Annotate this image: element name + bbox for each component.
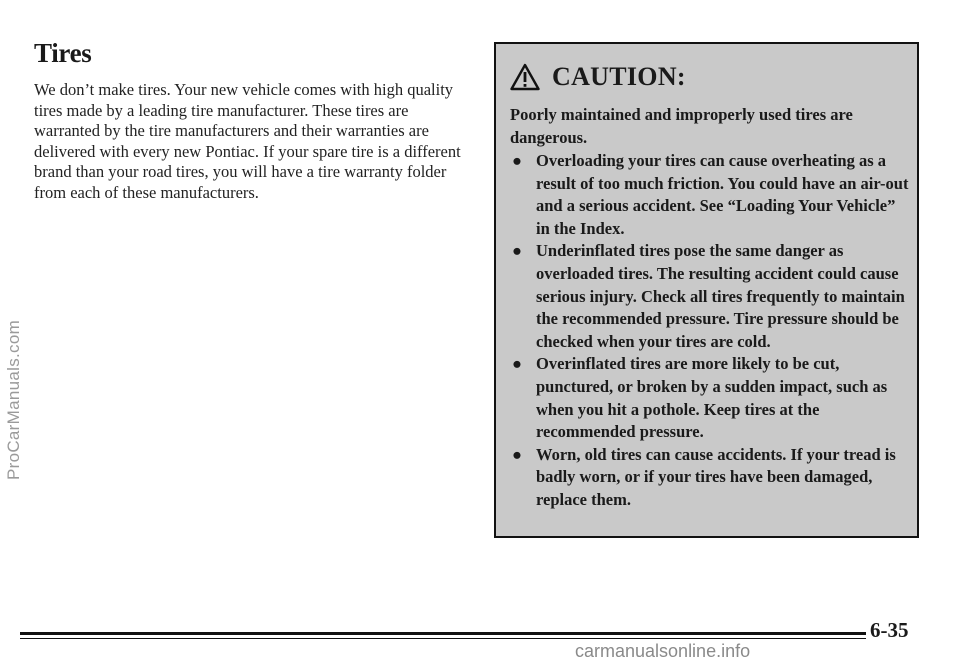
bullet-icon: ●: [512, 151, 522, 170]
caution-box: [494, 42, 919, 538]
list-item: [510, 240, 910, 353]
intro-paragraph: We don’t make tires. Your new vehicle comes with high quality tires made by a leading tire manufacturer. These tires are warranted by the tire manufacturers and their warranties are delivered with every new Pontiac. If your spare tire is a different brand than your road tires, you will have a tire warranty folder from each of these manufacturers.: [34, 80, 461, 202]
caution-item-text: Worn, old tires can cause accidents. If your tread is badly worn, or if your tires have been damaged, replace them.: [536, 444, 896, 509]
footer-rule: [20, 632, 866, 635]
list-item: [510, 353, 910, 443]
caution-lead: Poorly maintained and improperly used tires are dangerous.: [510, 105, 853, 147]
bullet-icon: ●: [512, 241, 522, 261]
caution-item-text: Overloading your tires can cause overheating as a result of too much friction. You could have an air-out and a serious accident. See “Loading Your Vehicle” in the Index.: [536, 151, 909, 238]
section-title: Tires: [34, 38, 92, 68]
caution-title: CAUTION:: [552, 62, 686, 91]
footer-watermark: carmanualsonline.info: [575, 641, 751, 661]
caution-item-text: Overinflated tires are more likely to be cut, punctured, or broken by a sudden impact, such as when you hit a pothole. Keep tires at the recommended pressure.: [536, 354, 888, 442]
footer-rule-thin: [20, 638, 866, 639]
caution-list: [510, 150, 910, 512]
caution-header: [510, 62, 686, 92]
warning-triangle-icon: [510, 63, 540, 91]
bullet-icon: ●: [512, 354, 522, 374]
bullet-icon: ●: [512, 444, 522, 464]
list-item: [510, 444, 910, 512]
side-watermark: ProCarManuals.com: [4, 319, 23, 480]
list-item: [510, 150, 910, 240]
page-number: 6-35: [870, 618, 909, 642]
caution-item-text: Underinflated tires pose the same danger as overloaded tires. The resulting accident could cause serious injury. Check all tires frequently to maintain the recommended pressure. Tire pressure should be checked when your tires are cold.: [536, 241, 905, 351]
